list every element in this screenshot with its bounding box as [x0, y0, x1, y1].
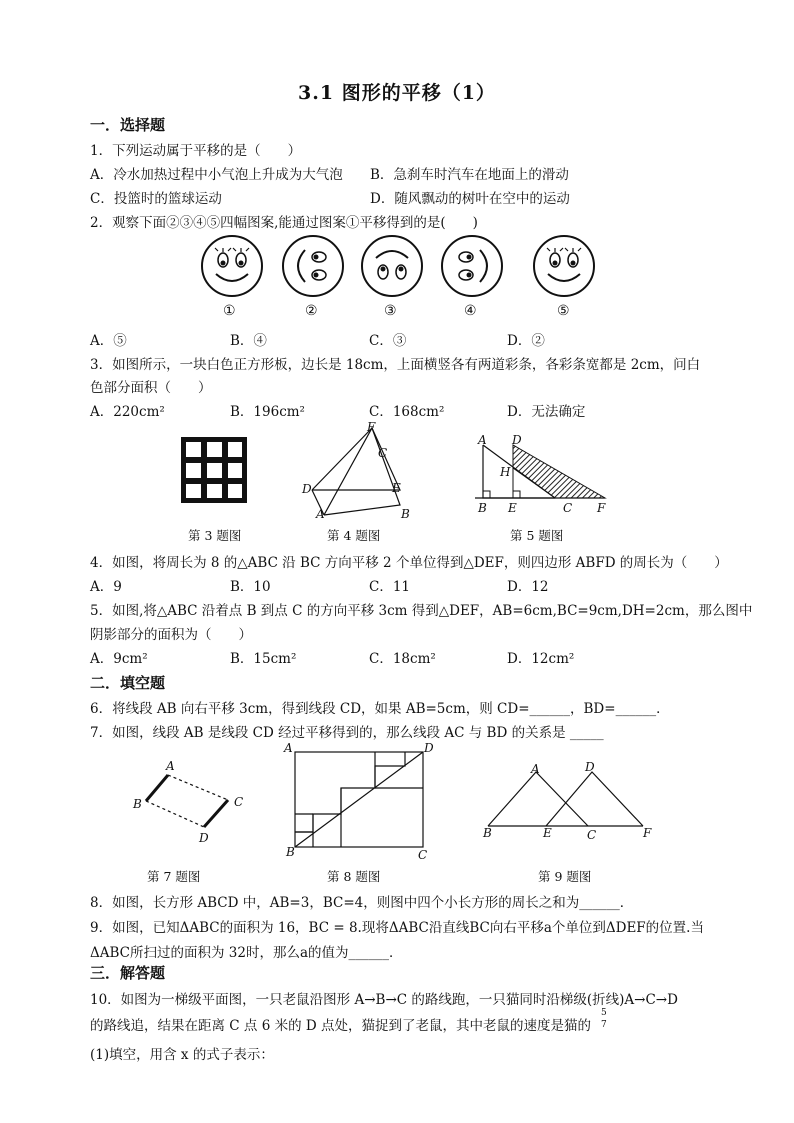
fig4-label-F: F — [367, 420, 376, 434]
fig8-label-A: A — [284, 741, 293, 755]
q6-stem: 6．将线段 AB 向右平移 3cm，得到线段 CD，如果 AB=5cm，则 CD=______，BD=______． — [90, 701, 670, 717]
q2-option-c: C．③ — [369, 333, 407, 349]
q3-option-a: A．220cm² — [90, 404, 165, 420]
fig8-label-C: C — [418, 848, 428, 862]
face-label-3: ③ — [384, 303, 397, 319]
q3-option-c: C．168cm² — [369, 404, 445, 420]
q10-stem-line2: 的路线追，结果在距离 C 点 6 米的 D 点处，猫捉到了老鼠，其中老鼠的速度是猫的 — [90, 1018, 591, 1034]
q10-stem-line1: 10．如图为一梯级平面图，一只老鼠沿图形 A→B→C 的路线跑，一只猫同时沿梯级(折线)A→C→D — [90, 992, 678, 1008]
q9-stem-line1: 9．如图，已知ΔABC的面积为 16，BC = 8.现将ΔABC沿直线BC向右平移a个单位到ΔDEF的位置.当 — [90, 920, 704, 936]
figure-5-shaded-triangles — [475, 435, 615, 505]
face-3 — [362, 236, 422, 296]
face-1 — [202, 236, 262, 296]
fig5-label-H: H — [500, 465, 511, 479]
figure-5-caption: 第 5 题图 — [510, 528, 564, 543]
fig4-label-E: E — [392, 481, 401, 495]
q5-option-c: C．18cm² — [369, 651, 436, 667]
q2-option-d: D．② — [507, 333, 545, 349]
fig5-label-E: E — [508, 501, 517, 515]
fig5-label-A: A — [478, 433, 487, 447]
fig7-label-D: D — [199, 831, 209, 845]
face-2 — [283, 236, 343, 296]
q5-stem-line1: 5．如图,将△ABC 沿着点 B 到点 C 的方向平移 3cm 得到△DEF，AB=6cm,BC=9cm,DH=2cm，那么图中 — [90, 603, 753, 619]
q7-stem: 7．如图，线段 AB 是线段 CD 经过平移得到的，那么线段 AC 与 BD 的关系是 _____ — [90, 725, 604, 741]
q1-option-a: A．冷水加热过程中小气泡上升成为大气泡 — [90, 167, 343, 183]
q1-stem: 1．下列运动属于平移的是（ ） — [90, 143, 302, 159]
q10-sub1: (1)填空，用含 x 的式子表示： — [90, 1047, 274, 1063]
fig4-label-D: D — [302, 482, 312, 496]
fig9-label-E: E — [543, 826, 552, 840]
q3-option-d: D．无法确定 — [507, 404, 586, 420]
q1-option-d: D．随风飘动的树叶在空中的运动 — [370, 191, 570, 207]
q3-stem-line1: 3．如图所示，一块白色正方形板，边长是 18cm，上面横竖各有两道彩条，各彩条宽都是 2cm，问白 — [90, 357, 701, 373]
face-label-2: ② — [305, 303, 318, 319]
q4-option-d: D．12 — [507, 579, 549, 595]
fig9-label-F: F — [643, 826, 652, 840]
q4-stem: 4．如图，将周长为 8 的△ABC 沿 BC 方向平移 2 个单位得到△DEF，则四边形 ABFD 的周长为（ ） — [90, 555, 728, 571]
figure-4-caption: 第 4 题图 — [327, 528, 381, 543]
fig4-label-A: A — [316, 507, 325, 521]
q1-option-b: B．急刹车时汽车在地面上的滑动 — [370, 167, 569, 183]
q5-stem-line2: 阴影部分的面积为（ ） — [90, 627, 252, 643]
q2-option-b: B．④ — [230, 333, 267, 349]
fig9-label-D: D — [585, 760, 595, 774]
fig5-label-C: C — [563, 501, 573, 515]
figure-7-caption: 第 7 题图 — [147, 869, 201, 884]
q1-option-c: C．投篮时的篮球运动 — [90, 191, 222, 207]
fig7-label-A: A — [166, 759, 175, 773]
q5-option-d: D．12cm² — [507, 651, 575, 667]
q9-stem-line2: ΔABC所扫过的面积为 32时，那么a的值为______． — [90, 945, 403, 961]
q2-stem: 2．观察下面②③④⑤四幅图案,能通过图案①平移得到的是( ) — [90, 215, 478, 231]
section-answer-heading: 三．解答题 — [90, 964, 166, 982]
q5-option-a: A．9cm² — [90, 651, 148, 667]
fig9-label-B: B — [483, 826, 492, 840]
fig8-label-D: D — [424, 741, 434, 755]
face-4 — [442, 236, 502, 296]
fig5-label-F: F — [597, 501, 606, 515]
q3-stem-line2: 色部分面积（ ） — [90, 380, 212, 396]
q3-option-b: B．196cm² — [230, 404, 305, 420]
fig8-label-B: B — [286, 845, 295, 859]
figure-3-caption: 第 3 题图 — [188, 528, 242, 543]
fig9-label-C: C — [587, 828, 597, 842]
figure-4-triangles — [300, 420, 420, 520]
face-label-5: ⑤ — [557, 303, 570, 319]
fig4-label-C: C — [378, 446, 388, 460]
section-fill-heading: 二．填空题 — [90, 674, 166, 692]
face-label-4: ④ — [464, 303, 477, 319]
figure-9-translated-triangles — [488, 764, 648, 830]
page-title: 3.1 图形的平移（1） — [298, 82, 496, 104]
section-choice-heading: 一．选择题 — [90, 116, 166, 134]
q2-option-a: A．⑤ — [90, 333, 127, 349]
fig4-label-B: B — [401, 507, 410, 521]
figure-8-rectangle-stairs — [295, 752, 425, 848]
q2-faces-figure — [200, 234, 600, 304]
face-label-1: ① — [223, 303, 236, 319]
figure-8-caption: 第 8 题图 — [327, 869, 381, 884]
figure-3-board — [181, 437, 247, 503]
q8-stem: 8．如图，长方形 ABCD 中，AB=3，BC=4，则图中四个小长方形的周长之和为______． — [90, 895, 634, 911]
fig7-label-C: C — [234, 795, 244, 809]
q4-option-b: B．10 — [230, 579, 271, 595]
q4-option-c: C．11 — [369, 579, 411, 595]
fig5-label-B: B — [478, 501, 487, 515]
q4-option-a: A．9 — [90, 579, 122, 595]
q10-fraction-numerator: 5 — [601, 1008, 607, 1018]
q5-option-b: B．15cm² — [230, 651, 297, 667]
face-5 — [534, 236, 594, 296]
fig7-label-B: B — [133, 797, 142, 811]
fig5-label-D: D — [512, 433, 522, 447]
fig9-label-A: A — [531, 762, 540, 776]
figure-9-caption: 第 9 题图 — [538, 869, 592, 884]
q10-fraction-denominator: 7 — [601, 1020, 607, 1030]
